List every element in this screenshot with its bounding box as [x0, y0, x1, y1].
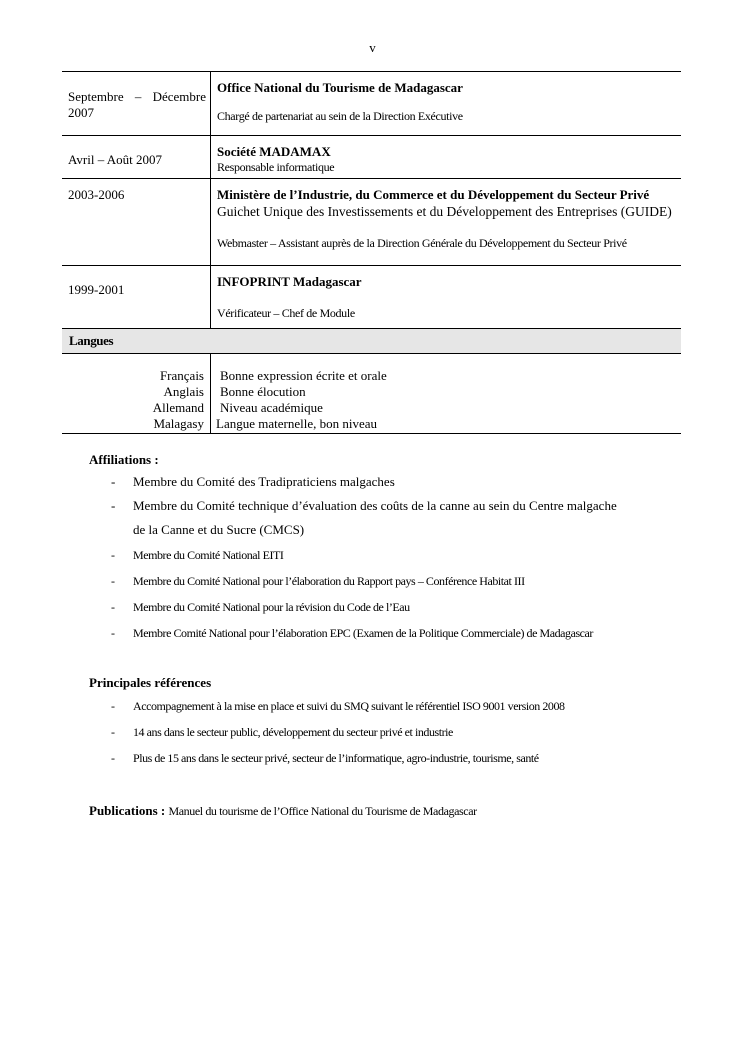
experience-body — [211, 179, 681, 265]
list-item-text: Membre du Comité National pour l’élaboration du Rapport pays – Conférence Habitat III — [133, 574, 525, 588]
experience-date-line1: Septembre – Décembre — [68, 89, 206, 104]
experience-role: Chargé de partenariat au sein de la Direction Exécutive — [217, 109, 463, 123]
bullet-dash: - — [111, 548, 115, 562]
experience-date-line2: 2007 — [68, 105, 94, 120]
experience-row — [62, 72, 681, 136]
list-item-text: Membre du Comité des Tradipraticiens malgaches — [133, 474, 395, 489]
experience-body — [211, 136, 681, 178]
affiliations-title: Affiliations : — [89, 452, 159, 467]
experience-organization: Société MADAMAX — [217, 144, 331, 159]
list-item — [89, 470, 689, 494]
experience-row — [62, 266, 681, 329]
experience-date: 1999-2001 — [62, 266, 211, 328]
language-name: Anglais — [163, 384, 204, 399]
list-item — [89, 620, 689, 646]
bullet-dash: - — [111, 600, 115, 614]
list-item-text: Membre Comité National pour l’élaboration EPC (Examen de la Politique Commerciale) de Madagascar — [133, 626, 593, 640]
experience-body — [211, 72, 681, 135]
experience-organization: Office National du Tourisme de Madagascar — [217, 80, 463, 95]
experience-role: Vérificateur – Chef de Module — [217, 306, 355, 320]
experience-date — [62, 72, 211, 135]
experience-table — [62, 71, 681, 434]
references-list — [89, 693, 689, 771]
list-item — [89, 693, 689, 719]
bullet-dash: - — [111, 751, 115, 765]
list-item — [89, 542, 689, 568]
affiliations-list — [89, 470, 689, 646]
experience-row — [62, 179, 681, 266]
list-item-text: Membre du Comité National pour la révision du Code de l’Eau — [133, 600, 410, 614]
list-item-text: Membre du Comité National EITI — [133, 548, 284, 562]
bullet-dash: - — [111, 699, 115, 713]
experience-row — [62, 136, 681, 179]
list-item-text: 14 ans dans le secteur public, développement du secteur privé et industrie — [133, 725, 453, 739]
experience-role: Responsable informatique — [217, 160, 335, 174]
bullet-dash: - — [111, 498, 116, 513]
language-levels — [211, 354, 681, 433]
list-item — [89, 745, 689, 771]
list-item-text-continuation: de la Canne et du Sucre (CMCS) — [133, 522, 305, 537]
experience-role: Webmaster – Assistant auprès de la Direction Générale du Développement du Secteur Privé — [217, 236, 627, 250]
experience-subtitle: Guichet Unique des Investissements et du Développement des Entreprises (GUIDE) — [217, 204, 672, 219]
language-level: Langue maternelle, bon niveau — [216, 416, 377, 431]
bullet-dash: - — [111, 574, 115, 588]
publications-text: Manuel du tourisme de l’Office National du Tourisme de Madagascar — [168, 804, 477, 818]
publications-label: Publications : — [89, 803, 166, 818]
language-level: Niveau académique — [220, 400, 323, 415]
language-names — [62, 354, 211, 433]
language-level: Bonne expression écrite et orale — [220, 368, 387, 383]
bullet-dash: - — [111, 725, 115, 739]
bullet-dash: - — [111, 474, 116, 489]
language-level: Bonne élocution — [220, 384, 306, 399]
publications-line — [89, 803, 477, 819]
references-title: Principales références — [89, 675, 212, 690]
experience-date: 2003-2006 — [62, 179, 211, 265]
list-item — [89, 594, 689, 620]
references-section — [89, 675, 689, 771]
list-item-text: Accompagnement à la mise en place et suivi du SMQ suivant le référentiel ISO 9001 version 2008 — [133, 699, 565, 713]
experience-body — [211, 266, 681, 328]
language-name: Allemand — [152, 400, 204, 415]
language-name: Malagasy — [153, 416, 204, 431]
list-item-text: Plus de 15 ans dans le secteur privé, secteur de l’informatique, agro-industrie, tourisme, santé — [133, 751, 539, 765]
languages-row — [62, 354, 681, 434]
experience-organization: INFOPRINT Madagascar — [217, 274, 362, 289]
list-item — [89, 568, 689, 594]
page-number: v — [369, 40, 376, 55]
list-item — [89, 719, 689, 745]
list-item-text: Membre du Comité technique d’évaluation des coûts de la canne au sein du Centre malgache — [133, 498, 617, 513]
list-item — [89, 494, 689, 542]
bullet-dash: - — [111, 626, 115, 640]
experience-organization: Ministère de l’Industrie, du Commerce et du Développement du Secteur Privé — [217, 187, 650, 202]
language-name: Français — [159, 368, 204, 383]
experience-date: Avril – Août 2007 — [62, 136, 211, 178]
languages-heading: Langues — [62, 329, 681, 354]
affiliations-section — [89, 452, 689, 646]
